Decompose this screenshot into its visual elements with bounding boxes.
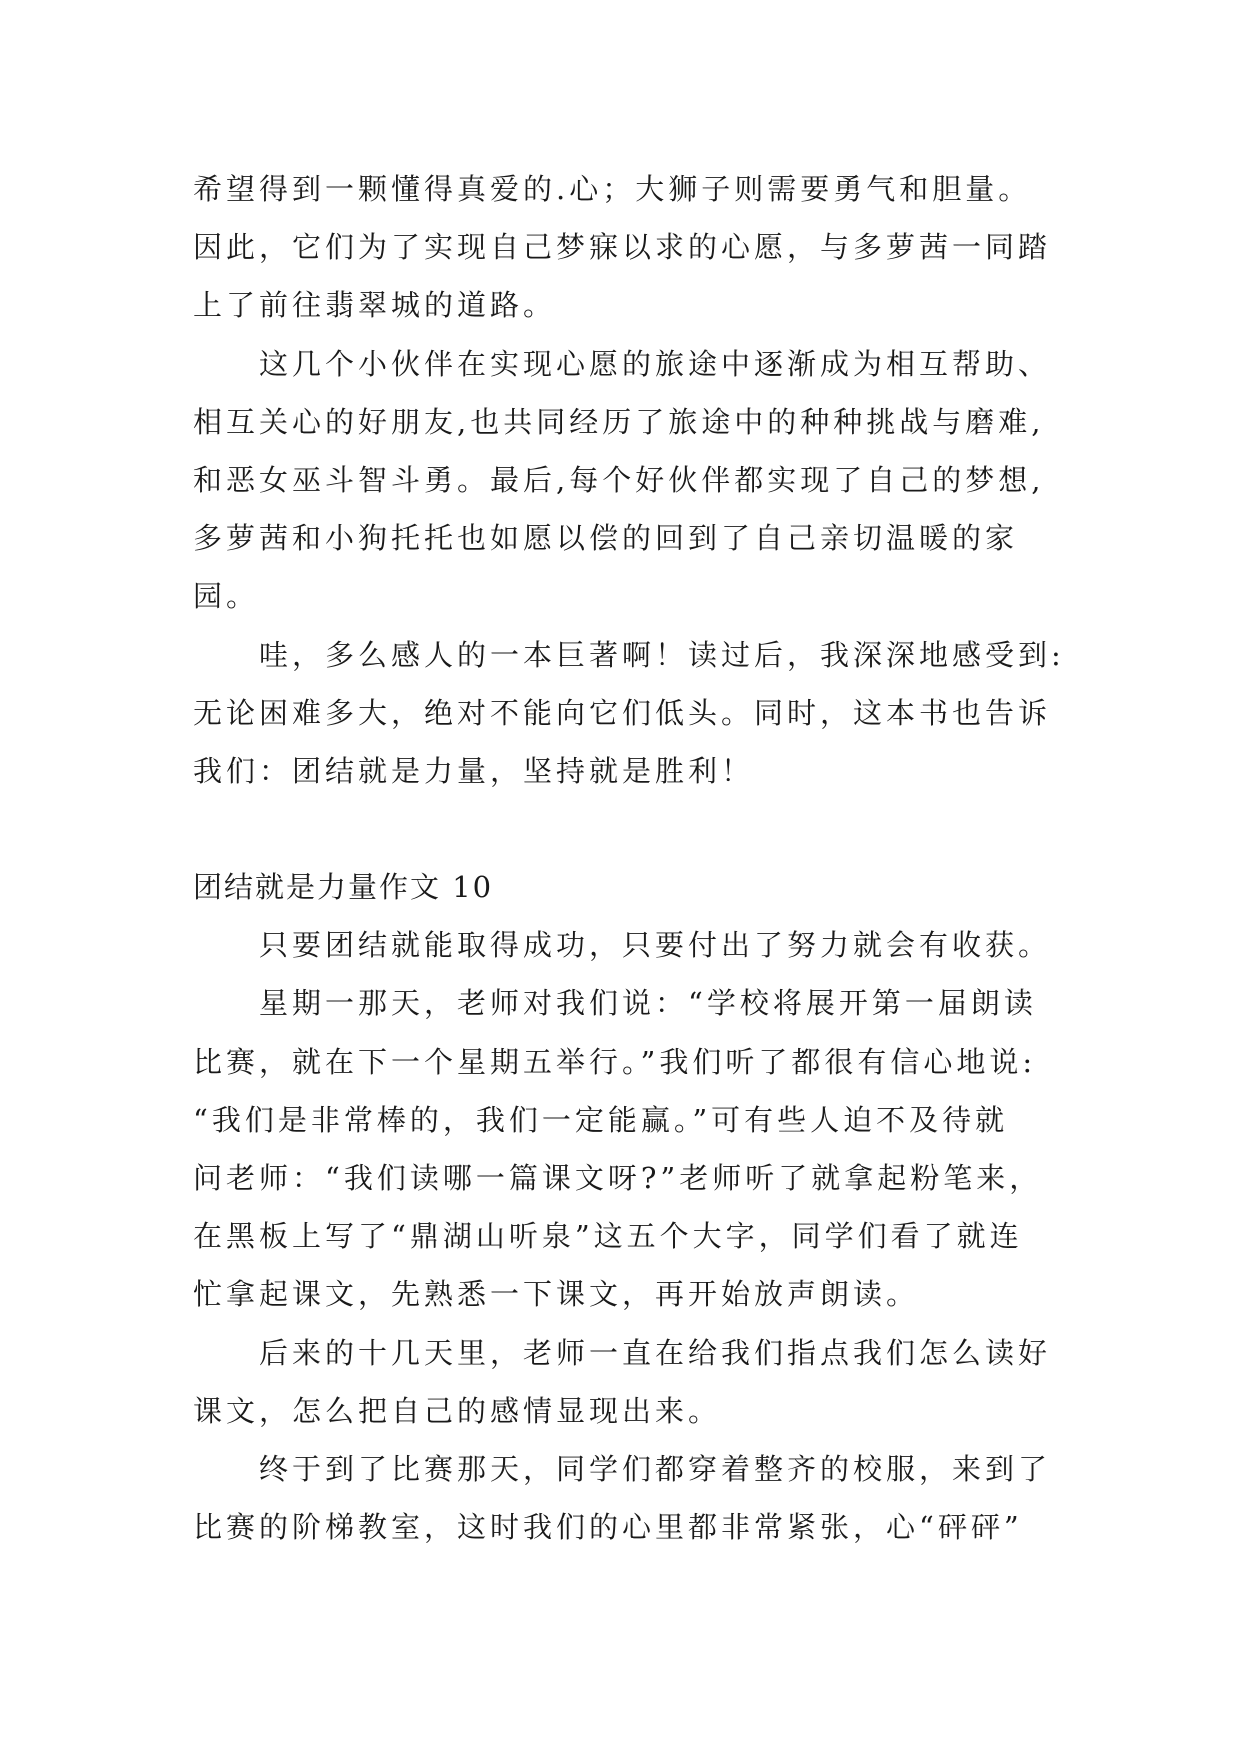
essay-body [193, 160, 1093, 1556]
paragraph [193, 335, 1093, 626]
text-line: 相互关心的好朋友,也共同经历了旅途中的种种挑战与磨难, [193, 404, 1045, 439]
text-line: 和恶女巫斗智斗勇。最后,每个好伙伴都实现了自己的梦想, [193, 462, 1045, 497]
text-line: 园。 [193, 579, 260, 614]
text-line: 这几个小伙伴在实现心愿的旅途中逐渐成为相互帮助、 [259, 346, 1052, 381]
text-line: 只要团结就能取得成功，只要付出了努力就会有收获。 [259, 928, 1052, 963]
text-line: 在黑板上写了“鼎湖山听泉”这五个大字，同学们看了就连 [193, 1219, 1023, 1254]
paragraph [193, 916, 1093, 974]
text-line: 上了前往翡翠城的道路。 [193, 288, 557, 323]
paragraph [193, 626, 1093, 801]
text-line: 希望得到一颗懂得真爱的.心；大狮子则需要勇气和胆量。 [193, 172, 1032, 206]
section-title: 团结就是力量作文 10 [193, 870, 494, 905]
paragraph [193, 1324, 1093, 1440]
text-line: 后来的十几天里，老师一直在给我们指点我们怎么读好 [259, 1335, 1052, 1370]
text-line: 比赛的阶梯教室，这时我们的心里都非常紧张，心“砰砰” [193, 1510, 1023, 1545]
text-line: 问老师：“我们读哪一篇课文呀?”老师听了就拿起粉笔来， [193, 1161, 1043, 1195]
text-line: 我们：团结就是力量，坚持就是胜利！ [193, 753, 755, 788]
text-line: “我们是非常棒的，我们一定能赢。”可有些人迫不及待就 [193, 1102, 1009, 1137]
text-line: 因此，它们为了实现自己梦寐以求的心愿，与多萝茜一同踏 [193, 230, 1052, 265]
paragraph-continuation [193, 160, 1093, 335]
text-line: 哇，多么感人的一本巨著啊！读过后，我深深地感受到: [259, 637, 1065, 672]
text-line: 课文，怎么把自己的感情显现出来。 [193, 1393, 722, 1428]
text-line: 无论困难多大，绝对不能向它们低头。同时，这本书也告诉 [193, 695, 1052, 730]
text-line: 忙拿起课文，先熟悉一下课文，再开始放声朗读。 [193, 1277, 920, 1312]
text-line: 星期一那天，老师对我们说：“学校将展开第一届朗读 [259, 986, 1037, 1021]
text-line: 比赛，就在下一个星期五举行。”我们听了都很有信心地说: [193, 1044, 1037, 1079]
paragraph [193, 974, 1093, 1323]
text-line: 终于到了比赛那天，同学们都穿着整齐的校服，来到了 [259, 1451, 1052, 1486]
text-line: 多萝茜和小狗托托也如愿以偿的回到了自己亲切温暖的家 [193, 521, 1019, 556]
paragraph [193, 1440, 1093, 1556]
